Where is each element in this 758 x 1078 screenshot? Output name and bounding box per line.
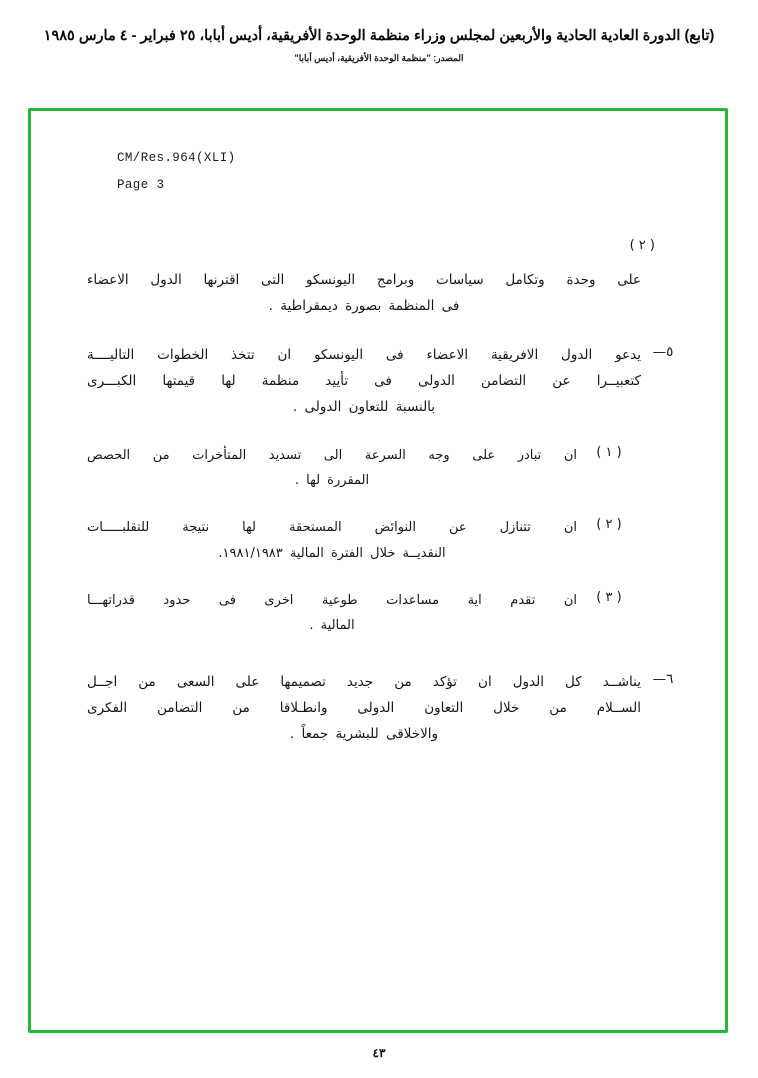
sub-paragraph-marker: ( ٣ ) (596, 589, 622, 605)
paragraph-text (87, 267, 641, 320)
sub-paragraph-text (87, 515, 577, 566)
resolution-body (87, 238, 685, 748)
paragraph-line: النقديــة خلال الفترة المالية ١٩٨١/١٩٨٣. (218, 545, 446, 561)
sub-paragraph-text (87, 588, 577, 639)
sub-paragraph-3 (87, 588, 685, 639)
paragraph-line: المقررة لها . (294, 472, 370, 488)
paragraph-line: يدعو الدول الافريقية الاعضاء فى اليونسكو ان تتخذ الخطوات التاليــــة (87, 346, 641, 363)
paragraph-line: فى المنظمة بصورة ديمقراطية . (268, 298, 460, 315)
paragraph-6 (87, 669, 685, 748)
paragraph-text (87, 669, 641, 748)
document-symbol: CM/Res.964(XLI) (117, 151, 236, 165)
paragraph-line: يناشــد كل الدول ان تؤكد من جديد تصميمها على السعى من اجــل (87, 673, 641, 690)
paragraph-line: كتعبيــرا عن التضامن الدولى فى تأييد منظمة لها قيمتها الكبـــرى (87, 372, 641, 389)
paragraph-5 (87, 342, 685, 421)
document-page-label: Page 3 (117, 178, 165, 192)
item-marker-2: ( ٢ ) (629, 238, 655, 253)
paragraph-marker: ٥— (652, 343, 674, 360)
paragraph-line: بالنسبة للتعاون الدولى . (292, 399, 436, 416)
document-header (0, 28, 758, 64)
paragraph-text (87, 342, 641, 421)
sub-paragraph-2 (87, 515, 685, 566)
paragraph-line: على وحدة وتكامل سياسات وبرامج اليونسكو التى اقترنها الدول الاعضاء (87, 272, 641, 288)
paragraph-line: ان تبادر على وجه السرعة الى تسديد المتأخرات من الحصص (87, 447, 577, 463)
paragraph-line: الســلام من خلال التعاون الدولى وانطـلاقا من التضامن الفكرى (87, 699, 641, 716)
sub-paragraph-text (87, 443, 577, 494)
page-border-frame (28, 108, 728, 1033)
sub-paragraph-1 (87, 443, 685, 494)
header-source: المصدر: "منظمة الوحدة الأفريقية، أديس أبابا" (294, 53, 464, 63)
paragraph-marker: ٦— (652, 670, 674, 687)
document-content (87, 151, 685, 1010)
paragraph-line: ان تتنازل عن النوائض المستحقة لها نتيجة للتقلبـــــات (87, 520, 577, 536)
paragraph-line: ان تقدم اية مساعدات طوعية اخرى فى حدود قدراتهـــا (87, 592, 577, 608)
paragraph-line: المالية . (309, 618, 355, 634)
paragraph-line: والاخلاقى للبشرية جمعاً . (289, 726, 439, 743)
sub-paragraph-marker: ( ١ ) (596, 444, 622, 460)
paragraph-continuation (87, 267, 685, 320)
sub-paragraph-marker: ( ٢ ) (596, 517, 622, 533)
footer-page-number: ٤٣ (372, 1046, 386, 1060)
header-title: (تابع) الدورة العادية الحادية والأربعين لمجلس وزراء منظمة الوحدة الأفريقية، أديس أبابا، ٢٥ فبراير - ٤ مارس ١٩٨٥ (43, 28, 715, 44)
